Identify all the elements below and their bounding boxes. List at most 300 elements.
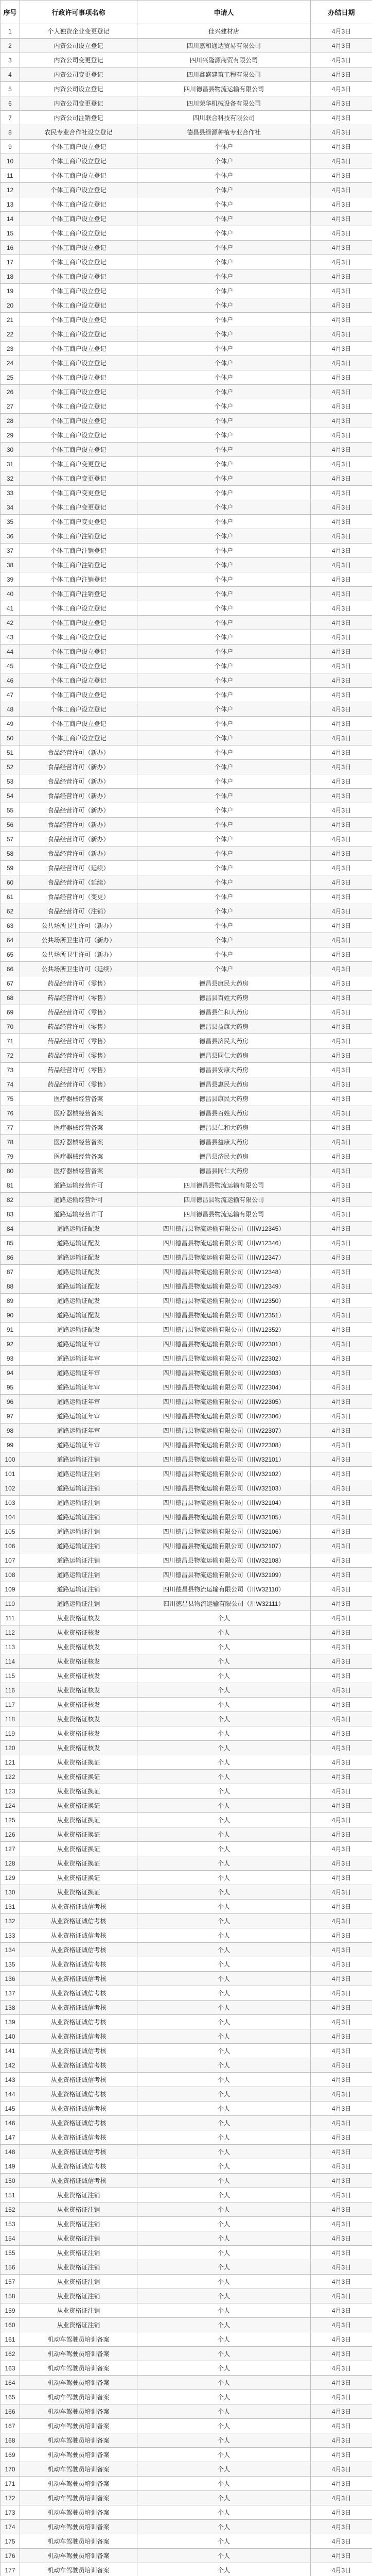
cell-date: 4月3日	[311, 1726, 372, 1741]
cell-item: 食品经营许可（新办）	[20, 774, 137, 789]
cell-item: 个体工商户设立登记	[20, 255, 137, 269]
cell-no: 133	[1, 1928, 20, 1943]
cell-no: 61	[1, 890, 20, 904]
cell-no: 15	[1, 226, 20, 241]
table-row	[1, 1077, 372, 1092]
cell-no: 67	[1, 976, 20, 991]
cell-no: 55	[1, 803, 20, 818]
cell-date: 4月3日	[311, 2087, 372, 2102]
cell-date: 4月3日	[311, 2477, 372, 2491]
cell-applicant: 个体户	[137, 688, 311, 702]
cell-item: 个体工商户设立登记	[20, 212, 137, 226]
table-row	[1, 1640, 372, 1654]
cell-item: 个体工商户注销登记	[20, 587, 137, 601]
cell-applicant: 四川德昌县物流运输有限公司（川W12349）	[137, 1279, 311, 1294]
cell-applicant: 四川德昌县物流运输有限公司（川W22305）	[137, 1395, 311, 1409]
cell-date: 4月3日	[311, 1279, 372, 1294]
cell-item: 从业资格证换证	[20, 1871, 137, 1885]
table-body	[1, 24, 372, 2576]
cell-item: 从业资格证核发	[20, 1712, 137, 1726]
cell-item: 个体工商户设立登记	[20, 717, 137, 731]
cell-date: 4月3日	[311, 1813, 372, 1827]
cell-applicant: 个人	[137, 2159, 311, 2174]
cell-applicant: 个人	[137, 2419, 311, 2433]
cell-date: 4月3日	[311, 2390, 372, 2404]
cell-date: 4月3日	[311, 832, 372, 846]
cell-item: 道路运输证配发	[20, 1236, 137, 1250]
table-row	[1, 688, 372, 702]
cell-no: 35	[1, 515, 20, 529]
cell-item: 公共场所卫生许可（延续）	[20, 962, 137, 976]
table-row	[1, 1755, 372, 1770]
cell-applicant: 佳兴建材店	[137, 24, 311, 39]
cell-date: 4月3日	[311, 1597, 372, 1611]
cell-no: 70	[1, 1020, 20, 1034]
table-row	[1, 1914, 372, 1928]
cell-no: 139	[1, 2015, 20, 2029]
cell-item: 食品经营许可（注销）	[20, 904, 137, 919]
cell-applicant: 个体户	[137, 731, 311, 745]
cell-applicant: 德昌县康民大药房	[137, 976, 311, 991]
cell-applicant: 个人	[137, 2491, 311, 2505]
cell-applicant: 德昌县同仁大药房	[137, 1048, 311, 1063]
cell-applicant: 个体户	[137, 760, 311, 774]
cell-no: 33	[1, 486, 20, 500]
cell-applicant: 个人	[137, 1972, 311, 1986]
cell-no: 6	[1, 96, 20, 111]
table-row	[1, 457, 372, 471]
cell-date: 4月3日	[311, 39, 372, 53]
cell-date: 4月3日	[311, 2073, 372, 2087]
table-row	[1, 1669, 372, 1683]
cell-item: 个体工商户设立登记	[20, 356, 137, 370]
cell-item: 道路运输证注销	[20, 1539, 137, 1553]
table-row	[1, 1236, 372, 1250]
cell-item: 从业资格证核发	[20, 1741, 137, 1755]
table-row	[1, 2376, 372, 2390]
cell-item: 个体工商户变更登记	[20, 486, 137, 500]
table-row	[1, 2001, 372, 2015]
cell-date: 4月3日	[311, 1250, 372, 1265]
cell-item: 从业资格证诚信考核	[20, 2015, 137, 2029]
cell-no: 31	[1, 457, 20, 471]
table-header	[1, 1, 372, 24]
cell-date: 4月3日	[311, 1193, 372, 1207]
cell-applicant: 四川兴隆源商贸有限公司	[137, 53, 311, 67]
table-row	[1, 1986, 372, 2001]
cell-item: 从业资格证注销	[20, 2188, 137, 2202]
cell-date: 4月3日	[311, 659, 372, 673]
cell-item: 从业资格证诚信考核	[20, 2145, 137, 2159]
cell-date: 4月3日	[311, 428, 372, 443]
table-row	[1, 2448, 372, 2462]
cell-no: 169	[1, 2448, 20, 2462]
cell-no: 126	[1, 1827, 20, 1842]
table-row	[1, 1409, 372, 1423]
table-row	[1, 1193, 372, 1207]
table-row	[1, 1279, 372, 1294]
cell-date: 4月3日	[311, 1366, 372, 1380]
cell-date: 4月3日	[311, 2433, 372, 2448]
table-row	[1, 1726, 372, 1741]
cell-no: 125	[1, 1813, 20, 1827]
cell-applicant: 个人	[137, 2361, 311, 2376]
cell-applicant: 个体户	[137, 486, 311, 500]
table-row	[1, 255, 372, 269]
cell-date: 4月3日	[311, 558, 372, 572]
cell-item: 从业资格证诚信考核	[20, 1986, 137, 2001]
table-row	[1, 2044, 372, 2058]
cell-no: 145	[1, 2102, 20, 2116]
table-row	[1, 572, 372, 587]
cell-applicant: 个体户	[137, 947, 311, 962]
cell-date: 4月3日	[311, 1524, 372, 1539]
cell-date: 4月3日	[311, 1698, 372, 1712]
cell-applicant: 个人	[137, 1914, 311, 1928]
cell-date: 4月3日	[311, 269, 372, 284]
cell-date: 4月3日	[311, 168, 372, 183]
cell-no: 173	[1, 2505, 20, 2520]
cell-applicant: 四川德昌县物流运输有限公司（川W12348）	[137, 1265, 311, 1279]
cell-applicant: 个体户	[137, 890, 311, 904]
cell-applicant: 个体户	[137, 154, 311, 168]
cell-no: 176	[1, 2549, 20, 2563]
table-row	[1, 197, 372, 212]
table-row	[1, 2015, 372, 2029]
cell-applicant: 四川德昌县物流运输有限公司（川W32104）	[137, 1496, 311, 1510]
cell-no: 111	[1, 1611, 20, 1625]
cell-applicant: 四川德昌县物流运输有限公司（川W12347）	[137, 1250, 311, 1265]
cell-no: 150	[1, 2174, 20, 2188]
cell-date: 4月3日	[311, 1900, 372, 1914]
table-row	[1, 2159, 372, 2174]
cell-no: 53	[1, 774, 20, 789]
cell-date: 4月3日	[311, 2116, 372, 2130]
cell-date: 4月3日	[311, 2347, 372, 2361]
cell-no: 78	[1, 1135, 20, 1149]
cell-date: 4月3日	[311, 154, 372, 168]
cell-item: 药品经营许可（零售）	[20, 1005, 137, 1020]
cell-applicant: 德昌县济民大药房	[137, 1034, 311, 1048]
cell-no: 14	[1, 212, 20, 226]
cell-no: 159	[1, 2303, 20, 2318]
cell-date: 4月3日	[311, 2332, 372, 2347]
cell-date: 4月3日	[311, 1553, 372, 1568]
cell-applicant: 个人	[137, 2231, 311, 2246]
cell-no: 143	[1, 2073, 20, 2087]
cell-date: 4月3日	[311, 385, 372, 399]
cell-applicant: 四川德昌县物流运输有限公司（川W22308）	[137, 1438, 311, 1452]
cell-date: 4月3日	[311, 1928, 372, 1943]
table-row	[1, 1698, 372, 1712]
table-row	[1, 774, 372, 789]
cell-applicant: 个人	[137, 1827, 311, 1842]
cell-applicant: 个人	[137, 2073, 311, 2087]
table-row	[1, 659, 372, 673]
cell-applicant: 四川德昌县物流运输有限公司（川W32102）	[137, 1467, 311, 1481]
table-row	[1, 342, 372, 356]
cell-no: 166	[1, 2404, 20, 2419]
cell-applicant: 个体户	[137, 673, 311, 688]
cell-applicant: 个体户	[137, 789, 311, 803]
cell-item: 从业资格证换证	[20, 1799, 137, 1813]
table-row	[1, 1741, 372, 1755]
cell-no: 4	[1, 67, 20, 82]
cell-no: 115	[1, 1669, 20, 1683]
cell-date: 4月3日	[311, 226, 372, 241]
cell-no: 160	[1, 2318, 20, 2332]
cell-applicant: 四川德昌县物流运输有限公司（川W32103）	[137, 1481, 311, 1496]
cell-no: 97	[1, 1409, 20, 1423]
cell-date: 4月3日	[311, 125, 372, 140]
cell-item: 从业资格证换证	[20, 1813, 137, 1827]
table-row	[1, 1222, 372, 1236]
table-row	[1, 2520, 372, 2534]
cell-item: 道路运输证年审	[20, 1438, 137, 1452]
cell-applicant: 个体户	[137, 630, 311, 645]
cell-no: 122	[1, 1770, 20, 1784]
cell-item: 机动车驾驶员培训备案	[20, 2505, 137, 2520]
cell-item: 个体工商户变更登记	[20, 471, 137, 486]
table-row	[1, 183, 372, 197]
cell-item: 个体工商户设立登记	[20, 702, 137, 717]
table-row	[1, 284, 372, 298]
table-row	[1, 2361, 372, 2376]
cell-date: 4月3日	[311, 904, 372, 919]
cell-no: 174	[1, 2520, 20, 2534]
cell-item: 从业资格证诚信考核	[20, 2159, 137, 2174]
cell-no: 163	[1, 2361, 20, 2376]
cell-item: 道路运输证注销	[20, 1452, 137, 1467]
table-row	[1, 241, 372, 255]
cell-item: 个人独资企业变更登记	[20, 24, 137, 39]
cell-applicant: 个体户	[137, 399, 311, 414]
cell-applicant: 个人	[137, 1640, 311, 1654]
cell-applicant: 四川德昌县物流运输有限公司（川W22302）	[137, 1351, 311, 1366]
cell-applicant: 个人	[137, 2376, 311, 2390]
table-row	[1, 1063, 372, 1077]
cell-item: 从业资格证注销	[20, 2202, 137, 2217]
cell-item: 机动车驾驶员培训备案	[20, 2419, 137, 2433]
cell-date: 4月3日	[311, 1034, 372, 1048]
cell-no: 121	[1, 1755, 20, 1770]
cell-date: 4月3日	[311, 1827, 372, 1842]
cell-date: 4月3日	[311, 2102, 372, 2116]
cell-item: 个体工商户设立登记	[20, 269, 137, 284]
cell-date: 4月3日	[311, 1755, 372, 1770]
cell-date: 4月3日	[311, 2448, 372, 2462]
cell-applicant: 个体户	[137, 140, 311, 154]
cell-applicant: 个体户	[137, 745, 311, 760]
cell-date: 4月3日	[311, 717, 372, 731]
table-row	[1, 1323, 372, 1337]
cell-item: 机动车驾驶员培训备案	[20, 2448, 137, 2462]
cell-no: 141	[1, 2044, 20, 2058]
cell-applicant: 四川德昌县物流运输有限公司（川W12345）	[137, 1222, 311, 1236]
cell-applicant: 个人	[137, 1669, 311, 1683]
cell-date: 4月3日	[311, 1294, 372, 1308]
cell-applicant: 四川联合科技有限公司	[137, 111, 311, 125]
cell-item: 机动车驾驶员培训备案	[20, 2332, 137, 2347]
table-row	[1, 1827, 372, 1842]
cell-no: 18	[1, 269, 20, 284]
cell-no: 40	[1, 587, 20, 601]
cell-no: 24	[1, 356, 20, 370]
cell-applicant: 德昌县康民大药房	[137, 1092, 311, 1106]
cell-date: 4月3日	[311, 2376, 372, 2390]
cell-no: 171	[1, 2477, 20, 2491]
cell-item: 药品经营许可（零售）	[20, 1048, 137, 1063]
cell-date: 4月3日	[311, 1481, 372, 1496]
cell-no: 164	[1, 2376, 20, 2390]
cell-no: 41	[1, 601, 20, 616]
table-row	[1, 1106, 372, 1121]
cell-applicant: 个人	[137, 2102, 311, 2116]
table-row	[1, 587, 372, 601]
cell-item: 食品经营许可（延续）	[20, 875, 137, 890]
table-row	[1, 1625, 372, 1640]
cell-item: 个体工商户设立登记	[20, 428, 137, 443]
table-row	[1, 111, 372, 125]
cell-no: 157	[1, 2275, 20, 2289]
table-row	[1, 2289, 372, 2303]
cell-no: 1	[1, 24, 20, 39]
cell-item: 个体工商户设立登记	[20, 399, 137, 414]
cell-item: 内资公司设立登记	[20, 82, 137, 96]
cell-applicant: 个体户	[137, 500, 311, 515]
cell-item: 道路运输证注销	[20, 1568, 137, 1582]
cell-item: 道路运输证年审	[20, 1366, 137, 1380]
cell-date: 4月3日	[311, 731, 372, 745]
cell-applicant: 四川德昌县物流运输有限公司（川W32110）	[137, 1582, 311, 1597]
cell-no: 30	[1, 443, 20, 457]
cell-item: 药品经营许可（零售）	[20, 1063, 137, 1077]
cell-date: 4月3日	[311, 2145, 372, 2159]
cell-no: 172	[1, 2491, 20, 2505]
table-row	[1, 500, 372, 515]
cell-item: 从业资格证诚信考核	[20, 2174, 137, 2188]
cell-item: 药品经营许可（零售）	[20, 991, 137, 1005]
cell-date: 4月3日	[311, 255, 372, 269]
cell-applicant: 个人	[137, 2145, 311, 2159]
table-row	[1, 1395, 372, 1409]
cell-applicant: 四川德昌县物流运输有限公司（川W12351）	[137, 1308, 311, 1323]
cell-no: 175	[1, 2534, 20, 2549]
cell-item: 个体工商户注销登记	[20, 558, 137, 572]
cell-applicant: 个体户	[137, 616, 311, 630]
cell-item: 机动车驾驶员培训备案	[20, 2477, 137, 2491]
table-row	[1, 875, 372, 890]
cell-no: 142	[1, 2058, 20, 2073]
cell-item: 个体工商户设立登记	[20, 630, 137, 645]
cell-item: 从业资格证诚信考核	[20, 1943, 137, 1957]
table-row	[1, 1842, 372, 1856]
table-row	[1, 529, 372, 544]
cell-no: 5	[1, 82, 20, 96]
cell-no: 89	[1, 1294, 20, 1308]
cell-item: 个体工商户设立登记	[20, 342, 137, 356]
cell-date: 4月3日	[311, 2419, 372, 2433]
cell-no: 22	[1, 327, 20, 342]
cell-item: 道路运输证年审	[20, 1380, 137, 1395]
cell-applicant: 德昌县仁和大药房	[137, 1121, 311, 1135]
cell-applicant: 德昌县绿源种植专业合作社	[137, 125, 311, 140]
cell-item: 个体工商户设立登记	[20, 327, 137, 342]
cell-date: 4月3日	[311, 486, 372, 500]
cell-item: 从业资格证注销	[20, 2303, 137, 2318]
cell-item: 从业资格证换证	[20, 1755, 137, 1770]
cell-item: 道路运输证注销	[20, 1582, 137, 1597]
table-row	[1, 2231, 372, 2246]
cell-item: 个体工商户设立登记	[20, 385, 137, 399]
table-row	[1, 356, 372, 370]
cell-item: 个体工商户设立登记	[20, 298, 137, 313]
table-row	[1, 67, 372, 82]
table-row	[1, 2491, 372, 2505]
table-row	[1, 1553, 372, 1568]
cell-applicant: 个体户	[137, 861, 311, 875]
cell-item: 个体工商户设立登记	[20, 168, 137, 183]
cell-no: 58	[1, 846, 20, 861]
cell-applicant: 德昌县惠民大药房	[137, 1077, 311, 1092]
cell-no: 82	[1, 1193, 20, 1207]
cell-item: 食品经营许可（延续）	[20, 861, 137, 875]
cell-date: 4月3日	[311, 96, 372, 111]
cell-date: 4月3日	[311, 2491, 372, 2505]
cell-item: 机动车驾驶员培训备案	[20, 2534, 137, 2549]
cell-no: 105	[1, 1524, 20, 1539]
cell-applicant: 个人	[137, 1770, 311, 1784]
cell-date: 4月3日	[311, 2303, 372, 2318]
cell-item: 从业资格证换证	[20, 1885, 137, 1900]
cell-no: 152	[1, 2202, 20, 2217]
cell-applicant: 德昌县益康大药房	[137, 1020, 311, 1034]
cell-item: 机动车驾驶员培训备案	[20, 2520, 137, 2534]
cell-applicant: 四川德昌县物流运输有限公司（川W12346）	[137, 1236, 311, 1250]
cell-no: 132	[1, 1914, 20, 1928]
cell-no: 94	[1, 1366, 20, 1380]
cell-date: 4月3日	[311, 1683, 372, 1698]
cell-item: 个体工商户设立登记	[20, 140, 137, 154]
table-row	[1, 428, 372, 443]
cell-item: 从业资格证诚信考核	[20, 2102, 137, 2116]
cell-no: 148	[1, 2145, 20, 2159]
cell-no: 168	[1, 2433, 20, 2448]
cell-item: 从业资格证诚信考核	[20, 1928, 137, 1943]
cell-date: 4月3日	[311, 1784, 372, 1799]
cell-applicant: 个人	[137, 2130, 311, 2145]
table-row	[1, 2217, 372, 2231]
table-row	[1, 2073, 372, 2087]
cell-no: 93	[1, 1351, 20, 1366]
cell-date: 4月3日	[311, 1496, 372, 1510]
cell-applicant: 个体户	[137, 659, 311, 673]
cell-applicant: 个体户	[137, 875, 311, 890]
cell-applicant: 个体户	[137, 212, 311, 226]
table-row	[1, 1351, 372, 1366]
cell-applicant: 个体户	[137, 183, 311, 197]
table-row	[1, 1654, 372, 1669]
cell-applicant: 个体户	[137, 717, 311, 731]
cell-no: 59	[1, 861, 20, 875]
cell-date: 4月3日	[311, 2174, 372, 2188]
cell-applicant: 个体户	[137, 919, 311, 933]
cell-item: 从业资格证核发	[20, 1726, 137, 1741]
cell-date: 4月3日	[311, 529, 372, 544]
cell-applicant: 个人	[137, 2347, 311, 2361]
cell-item: 机动车驾驶员培训备案	[20, 2549, 137, 2563]
cell-applicant: 个人	[137, 2015, 311, 2029]
